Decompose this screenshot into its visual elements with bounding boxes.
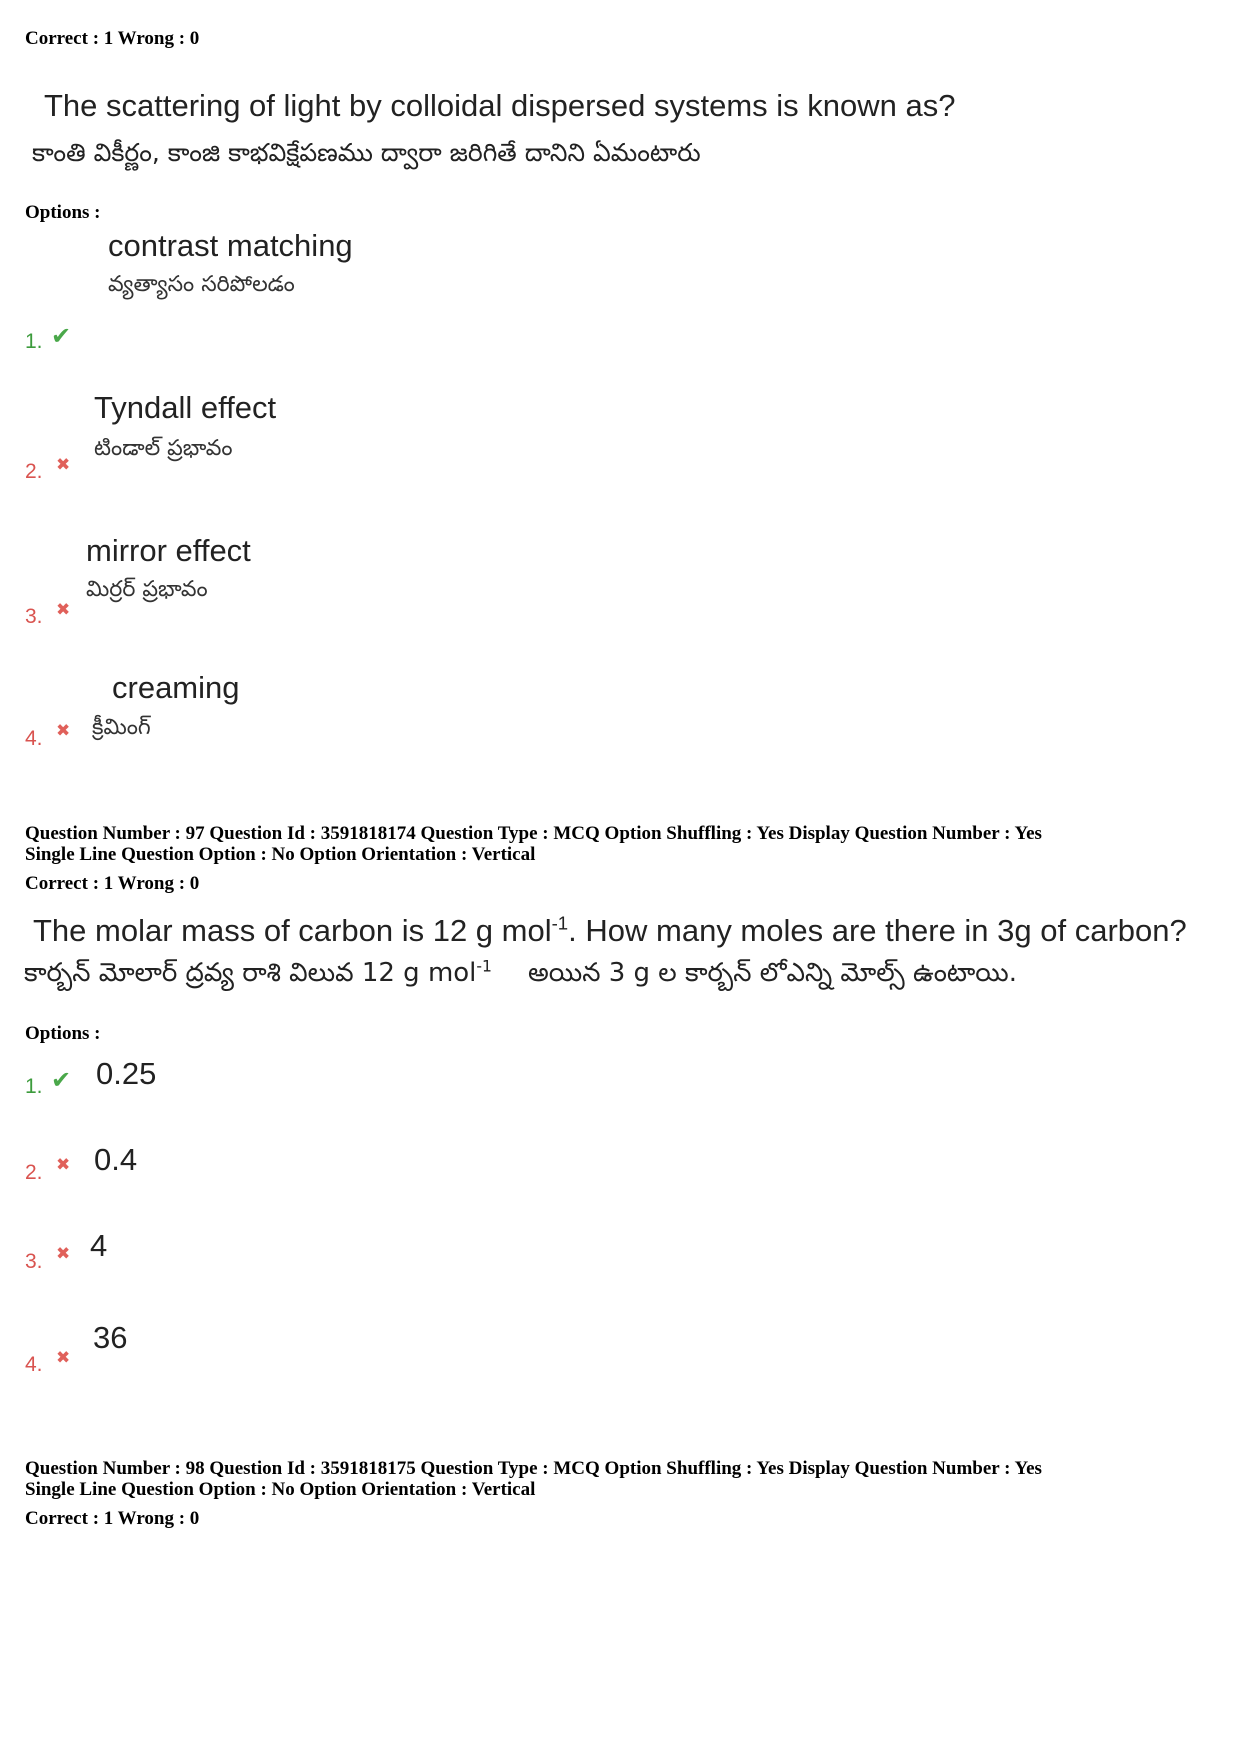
- q97-question-telugu-sup: -1: [476, 957, 492, 976]
- q97-option-1-value: 0.25: [96, 1056, 157, 1091]
- q98-meta-line-2: Single Line Question Option : No Option Orientation : Vertical: [25, 1479, 536, 1500]
- q97-result-line: Correct : 1 Wrong : 0: [25, 873, 200, 894]
- q97-option-3-number: 3.: [25, 1250, 43, 1273]
- prev-option-1-english: contrast matching: [108, 228, 353, 263]
- cross-icon: ✖: [56, 1244, 71, 1264]
- prev-option-3-english: mirror effect: [86, 533, 251, 568]
- q97-question-telugu: [24, 958, 1017, 994]
- q98-meta-line-1: Question Number : 98 Question Id : 3591818175 Question Type : MCQ Option Shuffling : Yes Display Question Number : Yes: [25, 1458, 1042, 1479]
- q97-option-2-value: 0.4: [94, 1142, 138, 1177]
- prev-option-3-number: 3.: [25, 605, 43, 628]
- prev-option-2-telugu: టిండాల్ ప్రభావం: [94, 436, 233, 461]
- tick-icon: ✔: [51, 1066, 72, 1094]
- prev-option-4-number: 4.: [25, 727, 43, 750]
- prev-result-line: Correct : 1 Wrong : 0: [25, 28, 200, 49]
- q97-question-english-sup: -1: [551, 912, 569, 934]
- q97-question-english-part-b: . How many moles are there in 3g of carbon?: [568, 913, 1187, 948]
- prev-option-4-english: creaming: [112, 670, 240, 705]
- q97-meta-line-1: Question Number : 97 Question Id : 3591818174 Question Type : MCQ Option Shuffling : Yes Display Question Number : Yes: [25, 823, 1042, 844]
- cross-icon: ✖: [56, 1155, 71, 1175]
- prev-option-1-number: 1.: [25, 330, 43, 353]
- prev-options-label: Options :: [25, 202, 101, 223]
- q97-option-4-value: 36: [93, 1320, 128, 1355]
- prev-question-english: The scattering of light by colloidal dispersed systems is known as?: [44, 88, 956, 123]
- q97-option-2-number: 2.: [25, 1161, 43, 1184]
- q97-question-english: [33, 913, 1187, 949]
- q97-options-label: Options :: [25, 1023, 101, 1044]
- prev-option-3-telugu: మిర్రర్ ప్రభావం: [86, 577, 208, 602]
- q97-question-telugu-part-a: కార్బన్ మోలార్ ద్రవ్య రాశి విలువ 12 g mol: [24, 958, 477, 988]
- cross-icon: ✖: [56, 721, 71, 741]
- cross-icon: ✖: [56, 600, 71, 620]
- q97-question-telugu-part-b: అయిన 3 g ల కార్బన్ లోఎన్ని మోల్స్ ఉంటాయి.: [527, 958, 1018, 988]
- q98-result-line: Correct : 1 Wrong : 0: [25, 1508, 200, 1529]
- q97-option-3-value: 4: [90, 1228, 108, 1263]
- q97-question-english-part-a: The molar mass of carbon is 12 g mol: [33, 913, 552, 948]
- cross-icon: ✖: [56, 455, 71, 475]
- prev-option-4-telugu: క్రీమింగ్: [92, 715, 151, 740]
- cross-icon: ✖: [56, 1348, 71, 1368]
- prev-question-telugu: కాంతి వికీర్ణం, కాంజి కాభవిక్షేపణము ద్వారా జరిగితే దానిని ఏమంటారు: [32, 138, 701, 167]
- prev-option-1-telugu: వ్యత్యాసం సరిపోలడం: [108, 272, 295, 297]
- prev-option-2-english: Tyndall effect: [94, 390, 277, 425]
- q97-option-4-number: 4.: [25, 1353, 43, 1376]
- q97-option-1-number: 1.: [25, 1075, 43, 1098]
- prev-option-2-number: 2.: [25, 460, 43, 483]
- q97-meta-line-2: Single Line Question Option : No Option Orientation : Vertical: [25, 844, 536, 865]
- tick-icon: ✔: [51, 322, 72, 350]
